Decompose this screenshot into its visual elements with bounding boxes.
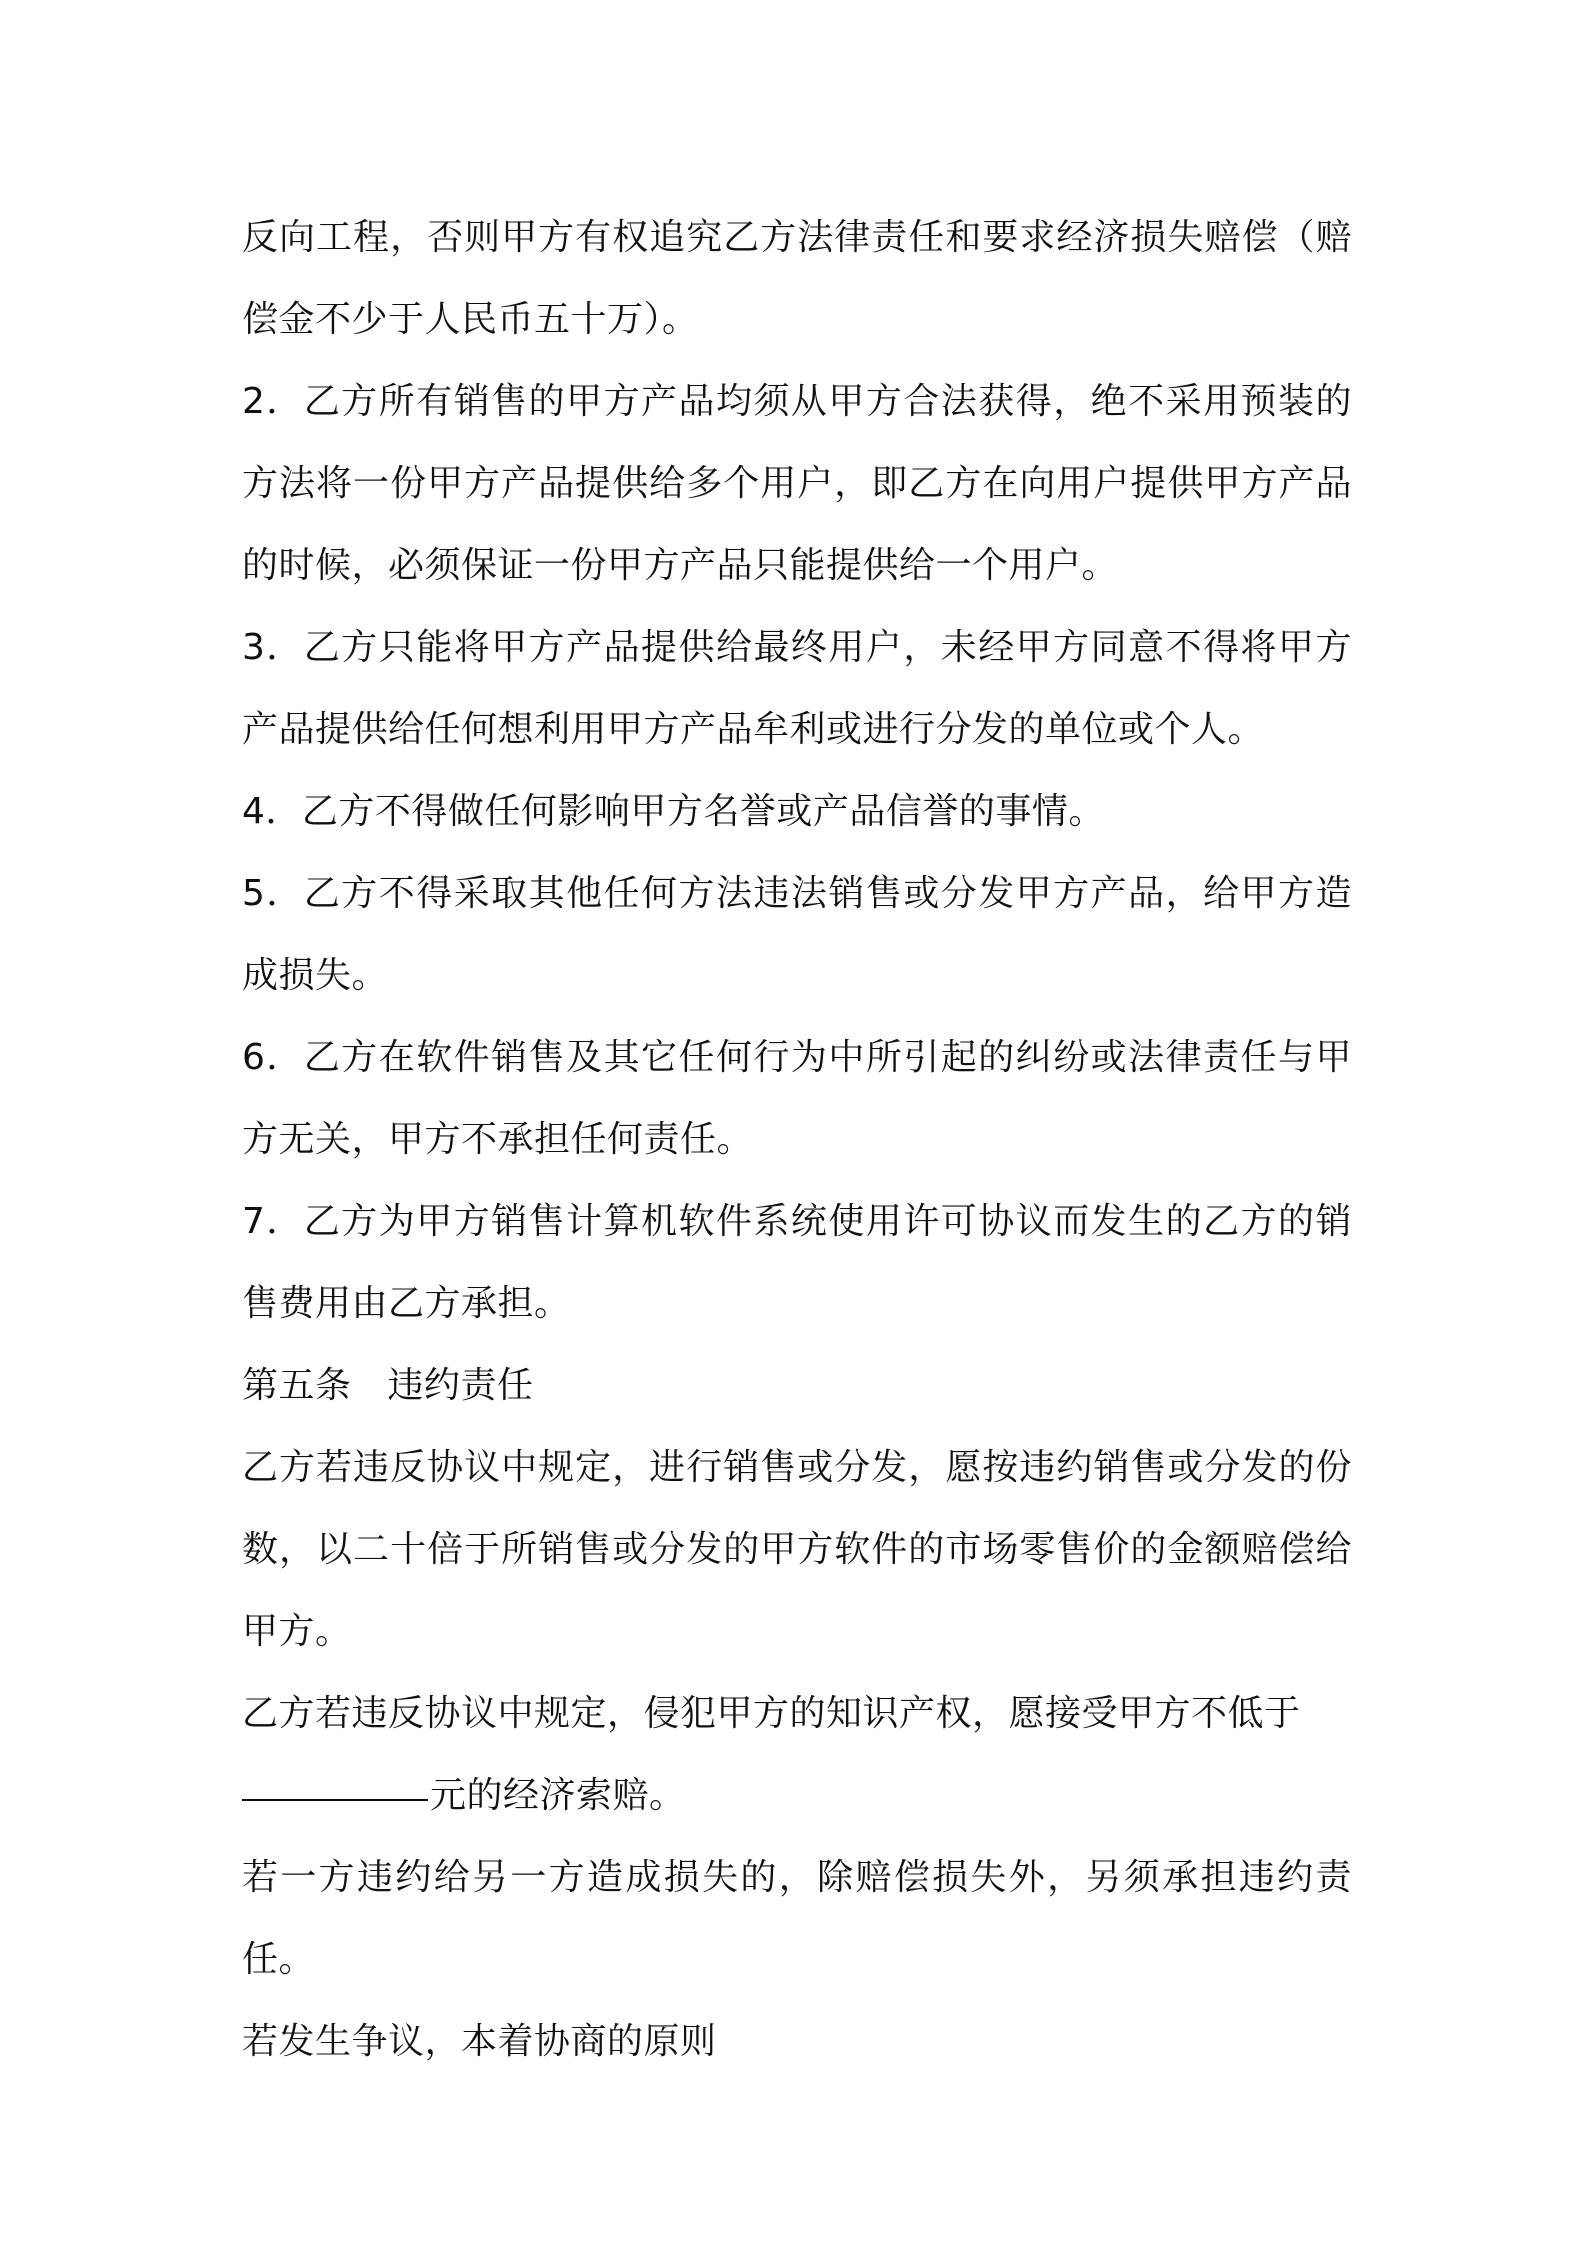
item-2-paragraph: 2．乙方所有销售的甲方产品均须从甲方合法获得，绝不采用预装的方法将一份甲方产品提供给多个用户，即乙方在向用户提供甲方产品的时候，必须保证一份甲方产品只能提供给一个用户。: [242, 381, 1352, 586]
clause-ip-paragraph: 乙方若违反协议中规定，侵犯甲方的知识产权，愿接受甲方不低于: [242, 1693, 1301, 1734]
clause-dispute-paragraph: 若发生争议，本着协商的原则: [242, 2021, 717, 2062]
clause-ip-amount-line: [242, 1755, 1352, 1837]
item-3-paragraph: 3．乙方只能将甲方产品提供给最终用户，未经甲方同意不得将甲方产品提供给任何想利用甲方产品牟利或进行分发的单位或个人。: [242, 627, 1352, 750]
amount-suffix: 元的经济索赔。: [430, 1775, 686, 1816]
article-heading: [242, 1345, 1352, 1427]
item-5-paragraph: 5．乙方不得采取其他任何方法违法销售或分发甲方产品，给甲方造成损失。: [242, 873, 1352, 996]
article-title: 违约责任: [387, 1365, 534, 1406]
document-body: [242, 197, 1352, 2083]
continuation-paragraph: 反向工程，否则甲方有权追究乙方法律责任和要求经济损失赔偿（赔偿金不少于人民币五十万）。: [242, 217, 1352, 340]
item-6-paragraph: 6．乙方在软件销售及其它任何行为中所引起的纠纷或法律责任与甲方无关，甲方不承担任何责任。: [242, 1037, 1352, 1160]
clause-liability-paragraph: 若一方违约给另一方造成损失的，除赔偿损失外，另须承担违约责任。: [242, 1857, 1352, 1980]
clause-damages-paragraph: 乙方若违反协议中规定，进行销售或分发，愿按违约销售或分发的份数，以二十倍于所销售或分发的甲方软件的市场零售价的金额赔偿给甲方。: [242, 1447, 1352, 1652]
article-number: 第五条: [242, 1365, 352, 1406]
item-7-paragraph: 7．乙方为甲方销售计算机软件系统使用许可协议而发生的乙方的销售费用由乙方承担。: [242, 1201, 1352, 1324]
amount-blank: [242, 1798, 428, 1801]
item-4-paragraph: 4．乙方不得做任何影响甲方名誉或产品信誉的事情。: [242, 791, 1105, 832]
